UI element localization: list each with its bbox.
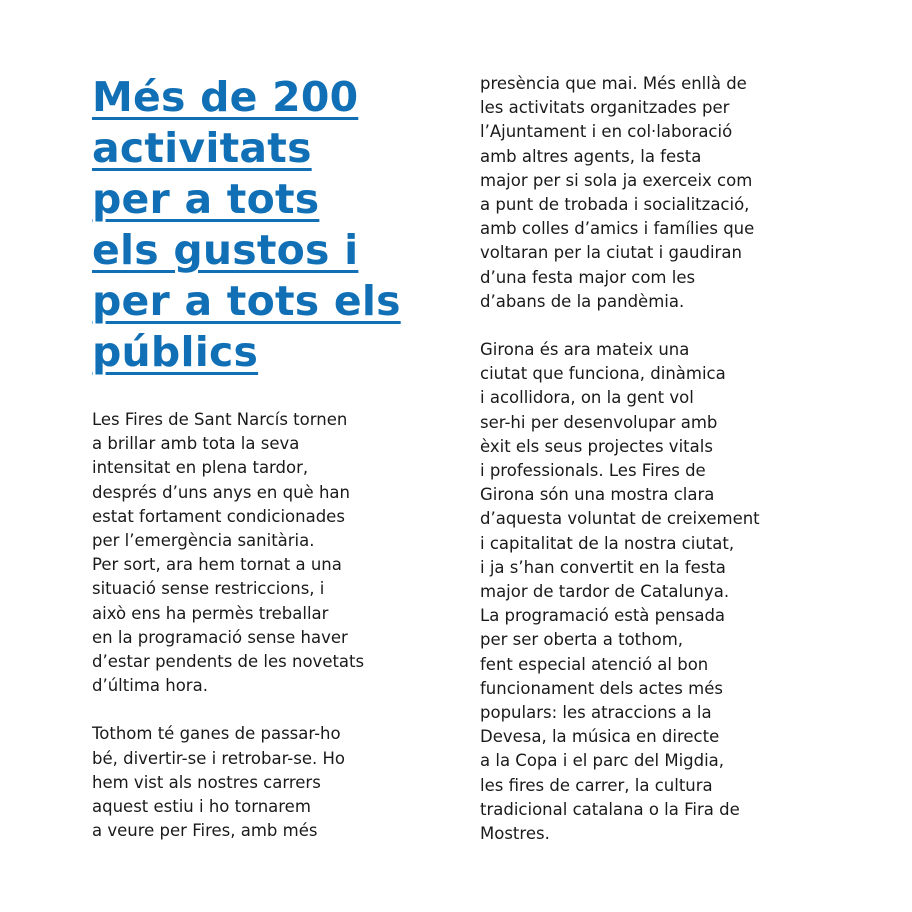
text-line: Girona és ara mateix una: [480, 340, 690, 360]
text-line: èxit els seus projectes vitals: [480, 436, 713, 456]
text-line: intensitat en plena tardor,: [92, 458, 309, 478]
body-paragraph-girona: [480, 338, 825, 846]
text-line: fent especial atenció al bon: [480, 654, 709, 674]
text-line: a veure per Fires, amb més: [92, 821, 318, 841]
text-line: per l’emergència sanitària.: [92, 531, 315, 551]
headline-line: [92, 327, 442, 378]
right-column: [480, 72, 825, 846]
text-line: d’última hora.: [92, 676, 208, 696]
text-line: en la programació sense haver: [92, 627, 348, 647]
headline-line: [92, 174, 442, 225]
text-line: d’aquesta voluntat de creixement: [480, 509, 760, 529]
headline-line: [92, 225, 442, 276]
text-line: les fires de carrer, la cultura: [480, 775, 713, 795]
text-line: Mostres.: [480, 824, 550, 844]
headline-line-text: públics: [92, 328, 259, 376]
text-line: Per sort, ara hem tornat a una: [92, 555, 342, 575]
headline-line: [92, 276, 442, 327]
headline-line-text: activitats: [92, 124, 312, 172]
text-line: l’Ajuntament i en col·laboració: [480, 122, 733, 142]
text-line: amb colles d’amics i famílies que: [480, 219, 755, 239]
text-line: ciutat que funciona, dinàmica: [480, 364, 726, 384]
text-line: tradicional catalana o la Fira de: [480, 799, 740, 819]
paragraph-gap: [92, 698, 442, 722]
headline: [92, 72, 442, 378]
text-line: d’abans de la pandèmia.: [480, 291, 685, 311]
text-line: Les Fires de Sant Narcís tornen: [92, 410, 348, 429]
text-line: amb altres agents, la festa: [480, 146, 702, 166]
text-line: i professionals. Les Fires de: [480, 461, 706, 481]
text-line: i acollidora, on la gent vol: [480, 388, 694, 408]
text-line: d’estar pendents de les novetats: [92, 652, 365, 672]
paragraph-gap: [480, 314, 825, 338]
text-line: major per si sola ja exerceix com: [480, 170, 753, 190]
headline-line-text: Més de 200: [92, 73, 359, 121]
body-paragraph-festa: [480, 72, 825, 314]
text-line: a la Copa i el parc del Migdia,: [480, 751, 725, 771]
body-paragraph-continues: [92, 722, 442, 843]
text-line: bé, divertir-se i retrobar-se. Ho: [92, 748, 345, 768]
text-line: les activitats organitzades per: [480, 98, 730, 118]
text-line: funcionament dels actes més: [480, 678, 723, 698]
body-paragraph-intro: [92, 408, 442, 698]
text-line: major de tardor de Catalunya.: [480, 582, 730, 602]
text-line: i ja s’han convertit en la festa: [480, 557, 726, 577]
text-line: aquest estiu i ho tornarem: [92, 797, 311, 817]
text-line: voltaran per la ciutat i gaudiran: [480, 243, 742, 263]
headline-line-text: per a tots els: [92, 277, 401, 325]
text-line: situació sense restriccions, i: [92, 579, 325, 599]
text-line: per ser oberta a tothom,: [480, 630, 684, 650]
text-line: d’una festa major com les: [480, 267, 696, 287]
left-column: [92, 72, 442, 843]
headline-line: [92, 72, 442, 123]
text-line: estat fortament condicionades: [92, 506, 345, 526]
text-line: i capitalitat de la nostra ciutat,: [480, 533, 735, 553]
text-line: a punt de trobada i socialització,: [480, 195, 750, 215]
text-line: presència que mai. Més enllà de: [480, 74, 747, 93]
text-line: Girona són una mostra clara: [480, 485, 715, 505]
headline-line: [92, 123, 442, 174]
headline-line-text: per a tots: [92, 175, 320, 223]
text-line: Devesa, la música en directe: [480, 727, 720, 747]
text-line: populars: les atraccions a la: [480, 703, 712, 723]
text-line: això ens ha permès treballar: [92, 603, 329, 623]
text-line: hem vist als nostres carrers: [92, 772, 321, 792]
text-line: a brillar amb tota la seva: [92, 434, 300, 454]
text-line: després d’uns anys en què han: [92, 482, 350, 502]
text-line: ser-hi per desenvolupar amb: [480, 412, 718, 432]
text-line: Tothom té ganes de passar-ho: [92, 724, 341, 744]
text-line: La programació està pensada: [480, 606, 726, 626]
headline-line-text: els gustos i: [92, 226, 359, 274]
